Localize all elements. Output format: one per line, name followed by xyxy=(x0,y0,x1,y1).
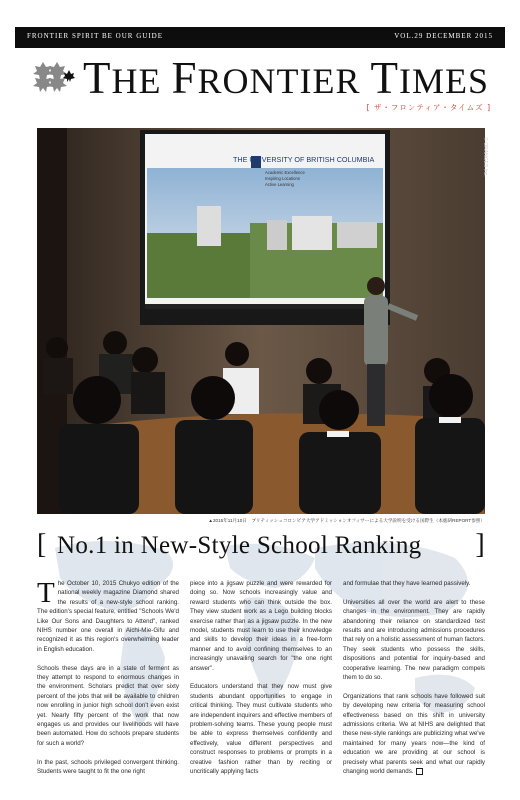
classroom-photo xyxy=(37,128,489,514)
tagline: FRONTIER SPIRIT BE OUR GUIDE xyxy=(27,32,163,40)
end-mark-icon xyxy=(416,768,423,775)
drop-cap: T xyxy=(37,577,55,609)
slide-line-3: Active Learning xyxy=(265,182,294,187)
headline-right-bracket: ] xyxy=(475,529,485,560)
slide-title: THE UNIVERSITY OF BRITISH COLUMBIA xyxy=(233,155,375,164)
headline-left-bracket: [ xyxy=(37,529,47,560)
article-body xyxy=(37,579,485,794)
header-bar xyxy=(15,27,505,48)
article-paragraph: The October 10, 2015 Chukyo edition of the national weekly magazine Diamond shared the results of a new-style school ranking. The edition's special feature, entitled "Schools We'd Like Our Sons and Daughters to Attend", ranked NIHS number one overall in Aichi-Mie-Gifu and recognized it as this region's overwhelming leader in English education. xyxy=(37,577,179,653)
article-paragraph: piece into a jigsaw puzzle and were rewarded for doing so. Now schools increasingly value and reward students who can think outside the box. They view student work as a Lego building blocks exercise rather than as a jigsaw puzzle. In the new model, students must learn to use their knowledge and skills to develop their ideas in a free-form manner and to avoid confining themselves to an increasingly unavailing search for "the one right answer". xyxy=(190,580,332,672)
article-paragraph: Schools these days are in a state of ferment as they attempt to respond to enormous changes in the environment. Scholars predict that over sixty percent of the jobs that will be available to children now enrolling in junior high school don't even exist yet. Nearly fifty percent of the work that now engages us and provides our livelihoods will have been automated. How do schools prepare students for such a world? xyxy=(37,664,179,747)
article-column-3 xyxy=(343,579,485,786)
issue-label: VOL.29 DECEMBER 2015 xyxy=(394,32,493,40)
article-paragraph: Universities all over the world are alert to these changes in the environment. They are rapidly abandoning their reliance on standardized test results and are introducing admissions procedures that rely on a holistic assessment of human factors. They seek students who possess the skills, dispositions and potential for inquiry-based and cooperative learning. The new paradigm compels them to do so. xyxy=(343,598,485,682)
photo-illustration xyxy=(37,128,485,514)
masthead xyxy=(15,52,505,120)
maple-leaf-logo-icon xyxy=(33,58,75,94)
article-column-1 xyxy=(37,579,179,786)
article-paragraph: Organizations that rank schools have followed suit by developing new criteria for measuring school effectiveness based on this shift in university admissions criteria. We at NIHS are delighted that these new-style rankings are publicizing what we've maintained for many years now—the kind of education we are providing at our school is precisely what parents seek and what our rapidly changing world demands. xyxy=(343,692,485,776)
slide-line-2: Inspiring Locations xyxy=(265,176,300,181)
slide-line-1: Academic Excellence xyxy=(265,170,305,175)
article-paragraph: Educators understand that they now must give students abundant opportunities to engage in critical thinking. They must cultivate students who are independent inquirers and effective members of problem-solving teams. These young people must be able to express themselves confidently and effectively, value different perspectives and construct responses to problems or prompts in a creative fashion rather than by reciting or uncritically applying facts xyxy=(190,683,332,776)
masthead-subtitle: [ ザ・フロンティア・タイムズ ] xyxy=(366,103,491,112)
photo-credit: © ORANGES Inc. xyxy=(482,137,489,177)
article-column-2 xyxy=(190,579,332,786)
photo-caption: ▲2015年11月10日 ブリティッシュコロンビア大学アドミッションオフィサーによる大学説明を受ける国際生（本総研REPORT参照） xyxy=(208,518,485,523)
article-paragraph: and formulae that they have learned passively. xyxy=(343,580,471,587)
headline-text: No.1 in New-Style School Ranking xyxy=(57,532,422,559)
article-paragraph: In the past, schools privileged convergent thinking. Students were taught to fit the one right xyxy=(37,758,179,776)
masthead-title: THE FRONTIER TIMES xyxy=(83,53,490,103)
